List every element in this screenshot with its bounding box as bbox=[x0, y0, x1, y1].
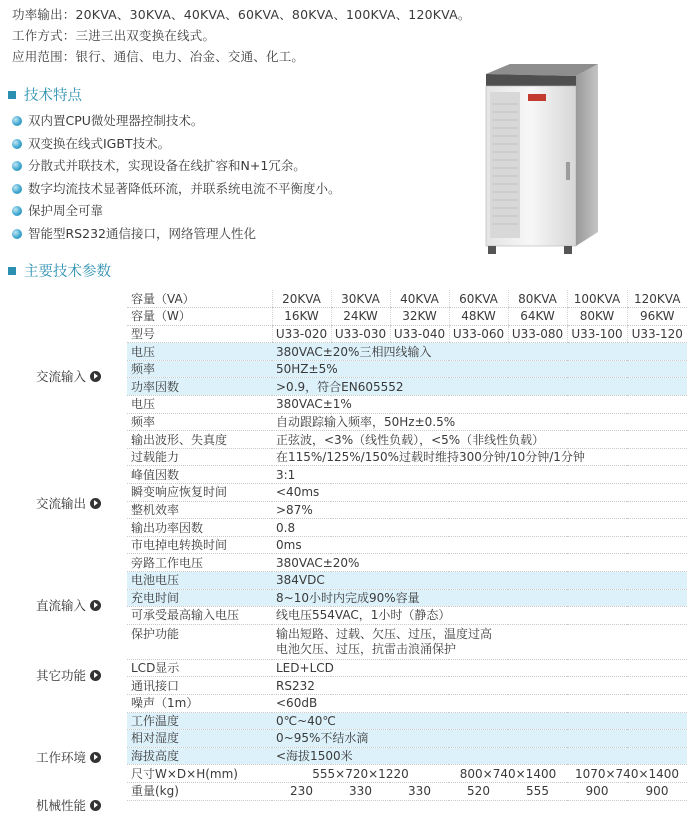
table-row: LCD显示 LED+LCD bbox=[127, 659, 687, 677]
table-row: 输出功率因数 0.8 bbox=[127, 519, 687, 537]
bullet-icon bbox=[12, 206, 22, 216]
table-row: 过载能力 在115%/125%/150%过载时维持300分钟/10分钟/1分钟 bbox=[127, 448, 687, 466]
group-label: 交流输出 bbox=[36, 494, 101, 512]
table-row: 容量（W） 16KW 24KW 32KW 48KW 64KW 80KW 96KW bbox=[127, 308, 687, 326]
bullet-icon bbox=[12, 161, 22, 171]
params-title: 主要技术参数 bbox=[24, 264, 111, 280]
table-row: 型号 U33-020 U33-030 U33-040 U33-060 U33-080 U33-100 U33-120 bbox=[127, 325, 687, 343]
list-item: 双变换在线式IGBT技术。 bbox=[12, 133, 341, 156]
arrow-right-icon bbox=[90, 600, 101, 611]
table-row: 频率 50HZ±5% bbox=[127, 360, 687, 378]
table-row: 保护功能 输出短路、过载、欠压、过压，温度过高 电池欠压、过压，抗雷击浪涌保护 bbox=[127, 624, 687, 659]
bullet-icon bbox=[12, 139, 22, 149]
list-item: 保护周全可靠 bbox=[12, 200, 341, 223]
params-heading bbox=[8, 260, 111, 281]
bullet-icon bbox=[12, 116, 22, 126]
table-row: 重量(kg) 230 330 330 520 555 900 900 bbox=[127, 782, 687, 800]
table-row: 噪声（1m） <60dB bbox=[127, 694, 687, 712]
intro-block bbox=[12, 4, 471, 67]
features-heading bbox=[8, 84, 82, 105]
bullet-icon bbox=[12, 184, 22, 194]
group-label: 交流输入 bbox=[36, 367, 101, 385]
arrow-right-icon bbox=[90, 752, 101, 763]
table-row: 电压 380VAC±1% bbox=[127, 396, 687, 414]
table-row: 电压 380VAC±20%三相四线输入 bbox=[127, 343, 687, 361]
table-row: 可承受最高输入电压 线电压554VAC，1小时（静态） bbox=[127, 607, 687, 625]
square-bullet-icon bbox=[8, 91, 16, 99]
ups-cabinet-image bbox=[480, 64, 600, 256]
table-row: 频率 自动跟踪输入频率，50Hz±0.5% bbox=[127, 413, 687, 431]
table-row: 市电掉电转换时间 0ms bbox=[127, 536, 687, 554]
table-row: 尺寸W×D×H(mm) 555×720×1220 800×740×1400 1070×740×1400 bbox=[127, 765, 687, 783]
table-row: 工作温度 0℃~40℃ bbox=[127, 712, 687, 730]
intro-line: 工作方式：三进三出双变换在线式。 bbox=[12, 28, 216, 43]
list-item: 双内置CPU微处理器控制技术。 bbox=[12, 110, 341, 133]
group-label: 工作环境 bbox=[36, 748, 101, 766]
square-bullet-icon bbox=[8, 267, 16, 275]
group-label: 直流输入 bbox=[36, 596, 101, 614]
table-row: 通讯接口 RS232 bbox=[127, 677, 687, 695]
list-item: 数字均流技术显著降低环流，并联系统电流不平衡度小。 bbox=[12, 178, 341, 201]
table-row: 电池电压 384VDC bbox=[127, 572, 687, 590]
table-row: 瞬变响应恢复时间 <40ms bbox=[127, 484, 687, 502]
arrow-right-icon bbox=[90, 371, 101, 382]
table-row: 功率因数 >0.9，符合EN605552 bbox=[127, 378, 687, 396]
table-row: 海拔高度 <海拔1500米 bbox=[127, 747, 687, 765]
list-item: 分散式并联技术，实现设备在线扩容和N+1冗余。 bbox=[12, 155, 341, 178]
table-row: 整机效率 >87% bbox=[127, 501, 687, 519]
features-title: 技术特点 bbox=[24, 88, 82, 104]
feature-list bbox=[12, 110, 341, 245]
intro-line: 功率输出：20KVA、30KVA、40KVA、60KVA、80KVA、100KVA、120KVA。 bbox=[12, 7, 471, 22]
params-table bbox=[127, 290, 687, 801]
table-row: 峰值因数 3:1 bbox=[127, 466, 687, 484]
group-label: 机械性能 bbox=[36, 796, 101, 814]
arrow-right-icon bbox=[90, 800, 101, 811]
group-label: 其它功能 bbox=[36, 666, 101, 684]
table-row: 相对湿度 0~95%不结水滴 bbox=[127, 730, 687, 748]
list-item: 智能型RS232通信接口，网络管理人性化 bbox=[12, 223, 341, 246]
table-row: 旁路工作电压 380VAC±20% bbox=[127, 554, 687, 572]
table-row: 充电时间 8~10小时内完成90%容量 bbox=[127, 589, 687, 607]
arrow-right-icon bbox=[90, 498, 101, 509]
bullet-icon bbox=[12, 229, 22, 239]
table-row: 输出波形、失真度 正弦波，<3%（线性负载），<5%（非线性负载） bbox=[127, 431, 687, 449]
intro-line: 应用范围：银行、通信、电力、冶金、交通、化工。 bbox=[12, 49, 305, 64]
table-row: 容量（VA） 20KVA 30KVA 40KVA 60KVA 80KVA 100KVA 120KVA bbox=[127, 290, 687, 308]
arrow-right-icon bbox=[90, 670, 101, 681]
